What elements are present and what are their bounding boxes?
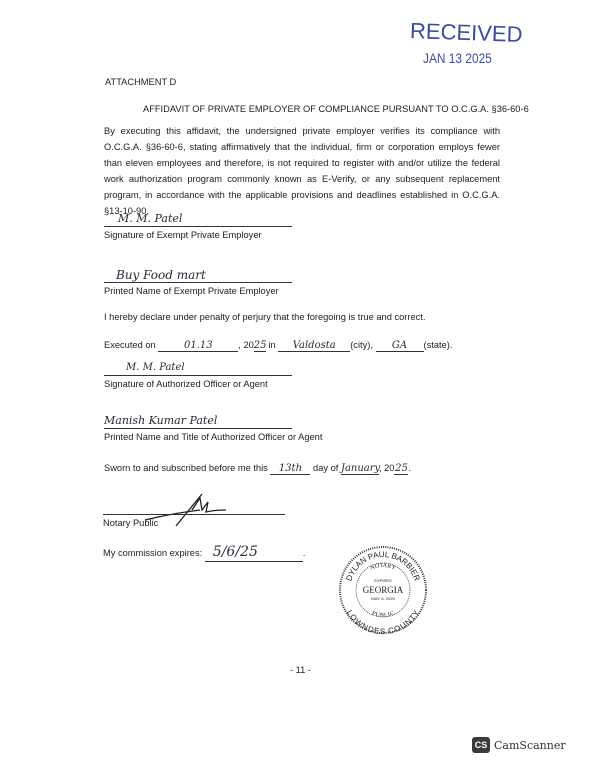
sworn-day: 13th bbox=[278, 463, 303, 474]
officer-signature: M. M. Patel bbox=[126, 362, 185, 373]
in-label: in bbox=[265, 340, 279, 350]
camscanner-text: CamScanner bbox=[494, 738, 566, 752]
notary-seal bbox=[338, 545, 428, 635]
executed-city: Valdosta bbox=[292, 340, 336, 351]
commission-label: My commission expires: bbox=[103, 548, 203, 558]
seal-expires: EXPIRES bbox=[374, 578, 392, 583]
commission-line bbox=[103, 544, 306, 562]
executed-state: GA bbox=[391, 340, 408, 351]
affidavit-paragraph: By executing this affidavit, the undersigned private employer verifies its compliance with O.C.G.A. §36-60-6, stating affirmatively that the individual, firm or corporation employs fewer than eleven employees and therefore, is not required to register with and/or utilize the federal work authorization program commonly known as E-Verify, or any subsequent replacement program, in accordance with the applicable provisions and deadlines established in O.C.G.A. §13-10-90. bbox=[104, 126, 500, 216]
executed-date-field bbox=[158, 340, 238, 352]
svg-text:NOTARY bbox=[370, 563, 397, 572]
received-stamp-text: RECEIVED bbox=[409, 18, 523, 47]
signature-line bbox=[104, 282, 292, 283]
seal-public: PUBLIC bbox=[370, 610, 396, 620]
notary-label: Notary Public bbox=[103, 518, 159, 528]
seal-name: DYLAN PAUL BARBIER bbox=[344, 549, 422, 583]
svg-text:PUBLIC bbox=[371, 611, 396, 620]
signature-line bbox=[104, 375, 292, 376]
employer-name: Buy Food mart bbox=[116, 268, 206, 282]
seal-date: MAY. 6, 2025 bbox=[371, 596, 395, 601]
camscanner-watermark bbox=[472, 737, 566, 753]
year-prefix: , 20 bbox=[378, 463, 395, 473]
sworn-label: Sworn to and subscribed before me this bbox=[104, 463, 268, 473]
executed-date: 01.13 bbox=[183, 340, 213, 351]
employer-signature-label: Signature of Exempt Private Employer bbox=[104, 230, 262, 240]
sworn-year: 25 bbox=[395, 463, 408, 474]
executed-year: 25 bbox=[253, 340, 267, 351]
executed-line bbox=[104, 340, 452, 352]
seal-state: GEORGIA bbox=[362, 585, 404, 595]
day-of-label: day of bbox=[313, 463, 339, 473]
svg-text:LOWNDES COUNTY bbox=[345, 608, 421, 635]
officer-name-label: Printed Name and Title of Authorized Officer or Agent bbox=[104, 432, 323, 442]
attachment-label: ATTACHMENT D bbox=[105, 77, 177, 87]
state-label: (state). bbox=[423, 340, 453, 350]
seal-notary: NOTARY bbox=[369, 562, 397, 572]
city-label: (city), bbox=[350, 340, 373, 350]
signature-line bbox=[104, 428, 292, 429]
employer-name-label: Printed Name of Exempt Private Employer bbox=[104, 286, 279, 296]
document-title: AFFIDAVIT OF PRIVATE EMPLOYER OF COMPLIANCE PURSUANT TO O.C.G.A. §36-60-6 bbox=[143, 104, 529, 114]
sworn-month: January bbox=[340, 463, 381, 474]
employer-signature: M. M. Patel bbox=[118, 212, 183, 225]
commission-date: 5/6/25 bbox=[212, 544, 258, 560]
received-stamp-date: JAN 13 2025 bbox=[423, 50, 492, 66]
signature-line bbox=[103, 514, 285, 515]
period: . bbox=[408, 463, 412, 473]
sworn-line bbox=[104, 463, 411, 475]
officer-signature-label: Signature of Authorized Officer or Agent bbox=[104, 379, 268, 389]
period: . bbox=[302, 548, 306, 558]
camscanner-logo-icon: CS bbox=[472, 737, 490, 753]
seal-county: LOWNDES COUNTY bbox=[345, 608, 421, 635]
officer-name: Manish Kumar Patel bbox=[104, 414, 218, 427]
declaration-text: I hereby declare under penalty of perjury that the foregoing is true and correct. bbox=[104, 312, 426, 322]
executed-label: Executed on bbox=[104, 340, 156, 350]
year-prefix: , 20 bbox=[238, 340, 254, 350]
signature-line bbox=[104, 226, 292, 227]
page-number: - 11 - bbox=[290, 665, 312, 675]
